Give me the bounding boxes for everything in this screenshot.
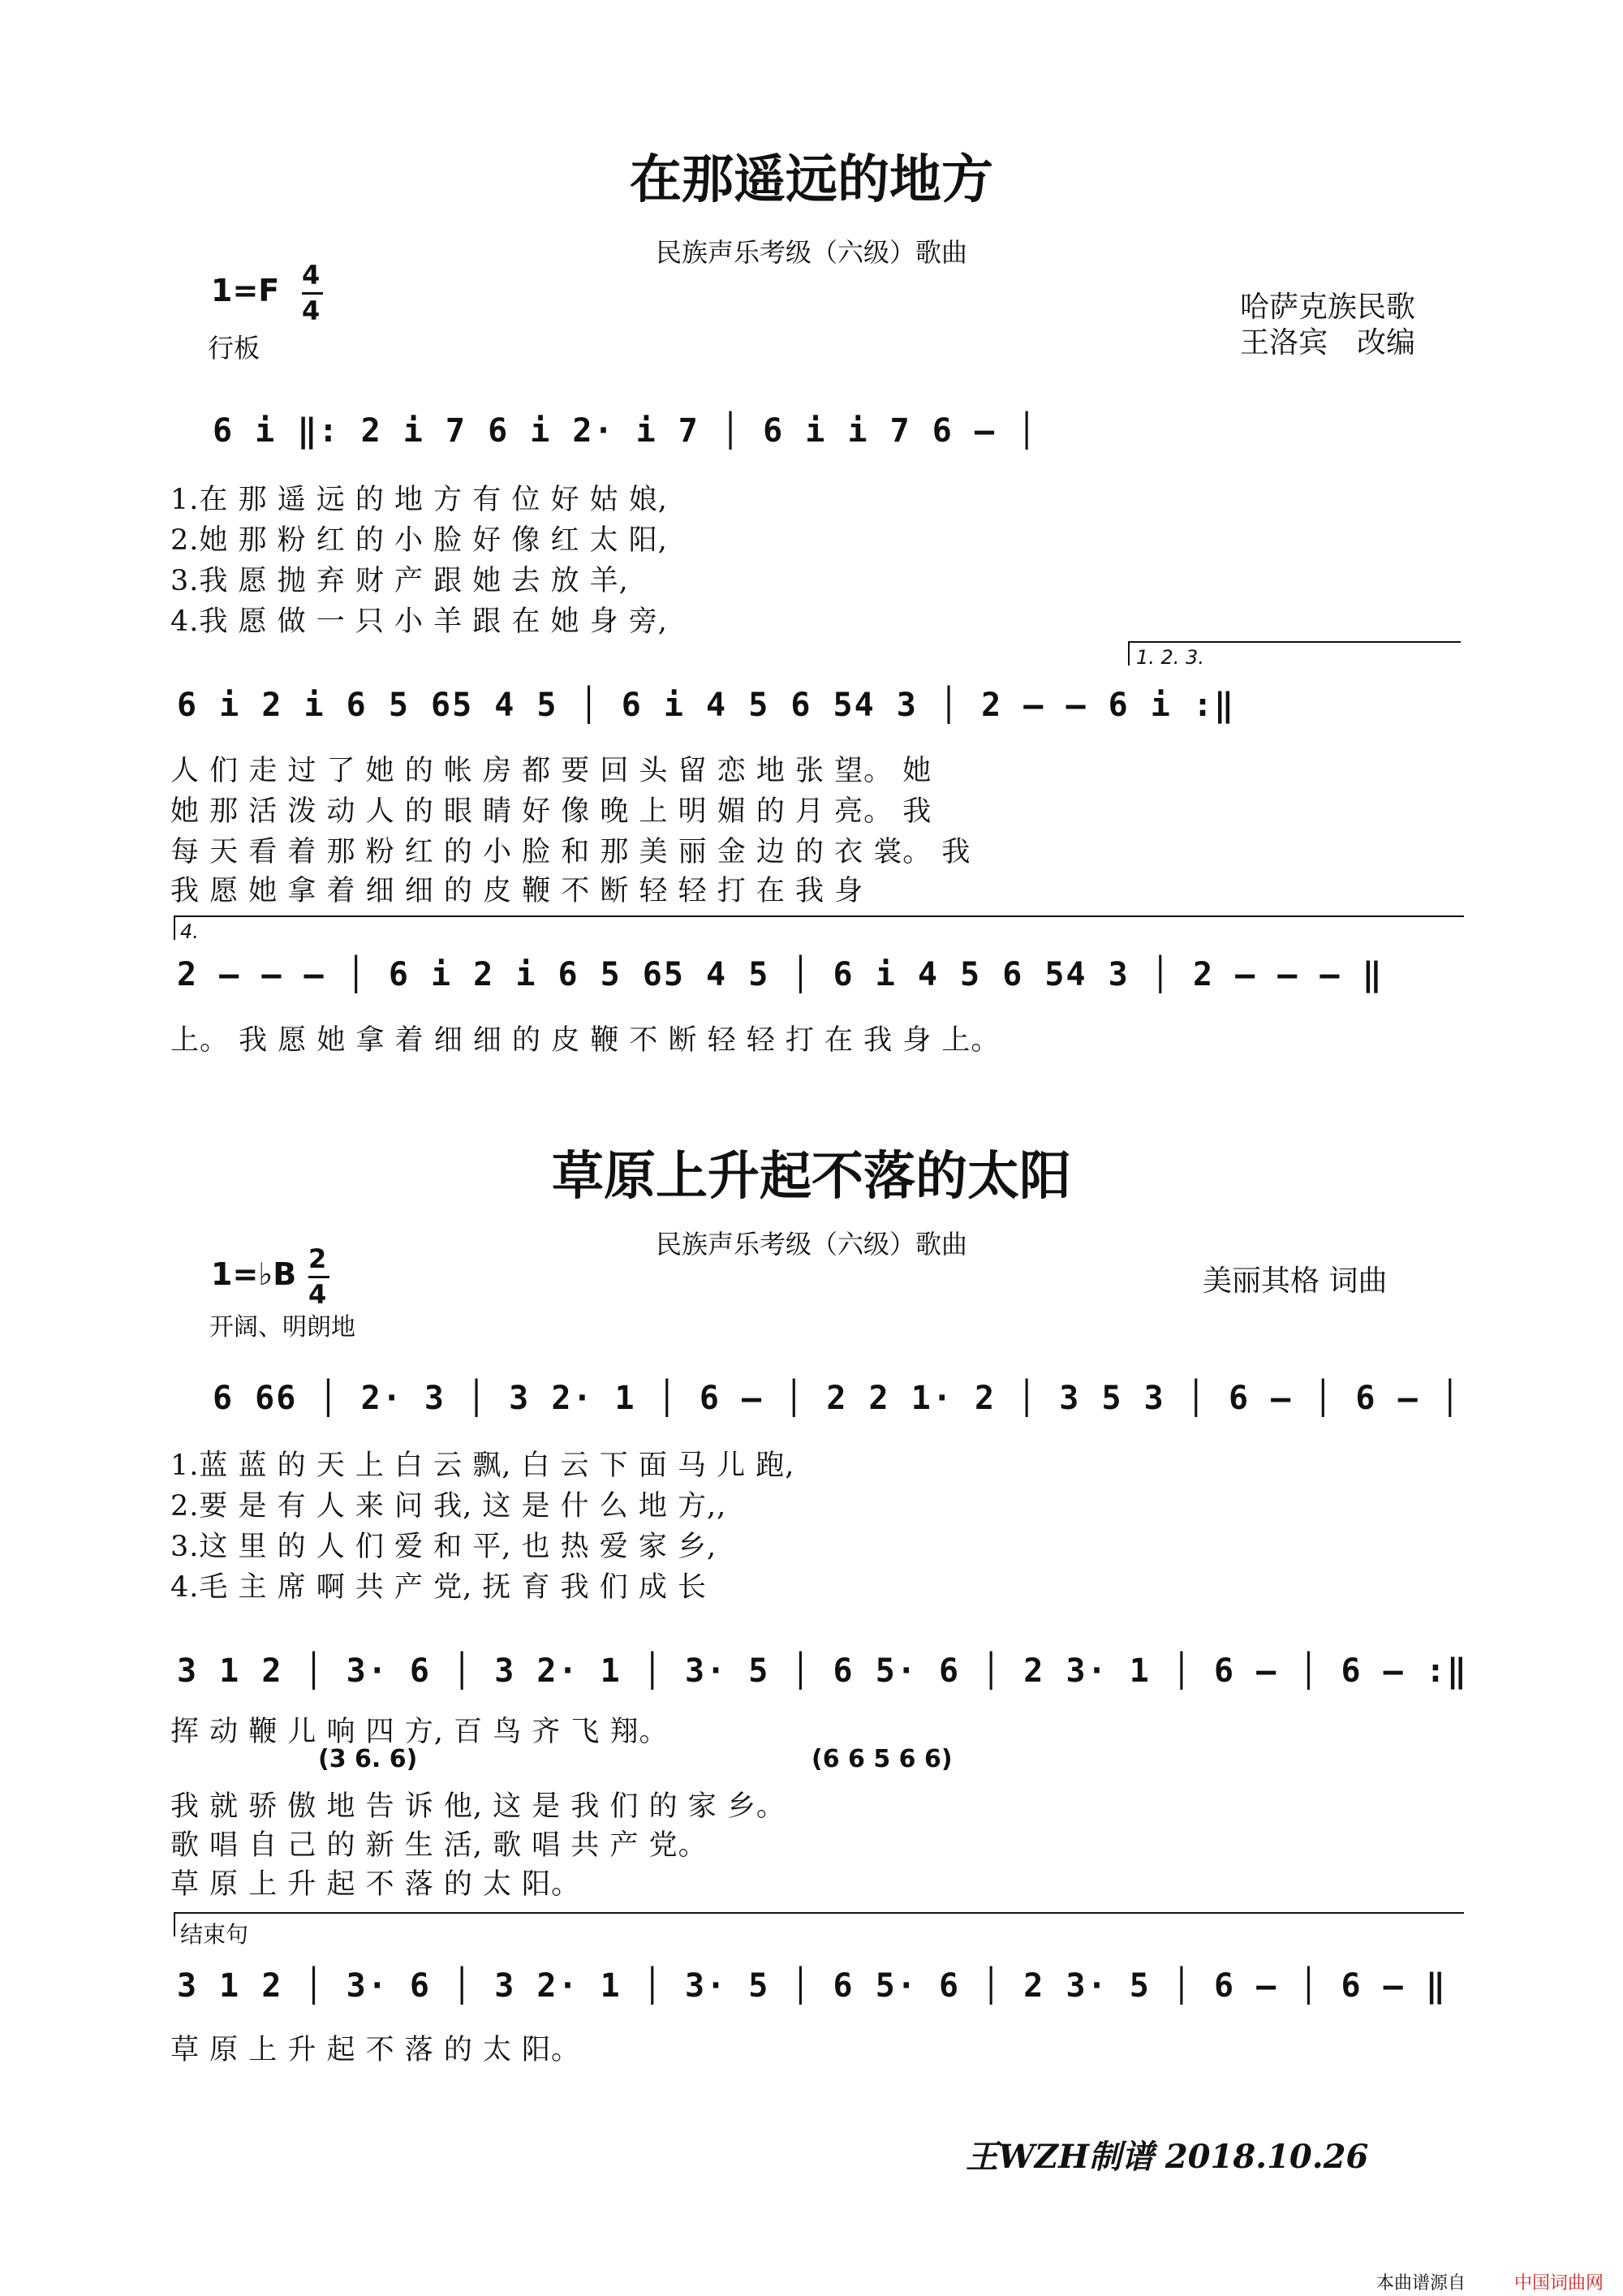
song2-notation-row-2: 3 1 2 │ 3· 6 │ 3 2· 1 │ 3· 5 │ 6 5· 6 │ 2 3· 1 │ 6 – │ 6 – :‖ bbox=[177, 1652, 1469, 1690]
footer-source-text: 本曲谱源自 bbox=[1376, 2273, 1466, 2294]
song2-lyric-3: 草 原 上 升 起 不 落 的 太 阳。 bbox=[170, 2034, 581, 2066]
volta-label-2: 4. bbox=[180, 920, 199, 943]
song2-lyric-1-3: 3.这 里 的 人 们 爱 和 平, 也 热 爱 家 乡, bbox=[170, 1531, 717, 1563]
footer-brand-link[interactable]: 中国词曲网 bbox=[1514, 2273, 1604, 2294]
volta-bracket-2 bbox=[174, 915, 1464, 917]
song1-subtitle: 民族声乐考级（六级）歌曲 bbox=[655, 237, 967, 268]
song1-credit-2: 王洛宾 改编 bbox=[1240, 326, 1416, 360]
song2-alt-notes-2: (6 6 5 6 6) bbox=[812, 1745, 953, 1773]
song1-lyric-3: 上。 我 愿 她 拿 着 细 细 的 皮 鞭 不 断 轻 轻 打 在 我 身 上。 bbox=[170, 1024, 1001, 1057]
song1-notation-row-1: 6 i ‖: 2 i 7 6 i 2· i 7 │ 6 i i 7 6 – │ bbox=[213, 412, 1039, 450]
song2-alt-notes-1: (3 6. 6) bbox=[318, 1745, 418, 1773]
song2-lyric-2-3: 歌 唱 自 己 的 新 生 活, 歌 唱 共 产 党。 bbox=[170, 1829, 708, 1862]
song1-lyric-1-3: 3.我 愿 抛 弃 财 产 跟 她 去 放 羊, bbox=[170, 565, 629, 597]
song2-tempo: 开阔、明朗地 bbox=[209, 1313, 355, 1342]
song2-notation-row-3: 3 1 2 │ 3· 6 │ 3 2· 1 │ 3· 5 │ 6 5· 6 │ 2 3· 5 │ 6 – │ 6 – ‖ bbox=[177, 1967, 1447, 2005]
song2-lyric-2-4: 草 原 上 升 起 不 落 的 太 阳。 bbox=[170, 1868, 581, 1901]
time-signature-line bbox=[302, 292, 323, 295]
signature: 王WZH制谱 2018.10.26 bbox=[966, 2138, 1369, 2176]
song2-time-top: 2 bbox=[308, 1243, 327, 1274]
song1-title: 在那遥远的地方 bbox=[630, 149, 993, 210]
song1-time-top: 4 bbox=[302, 260, 321, 291]
song2-notation-row-1: 6 66 │ 2· 3 │ 3 2· 1 │ 6 – │ 2 2 1· 2 │ 3 5 3 │ 6 – │ 6 – │ bbox=[213, 1380, 1462, 1417]
song2-lyric-1-2: 2.要 是 有 人 来 问 我, 这 是 什 么 地 方,, bbox=[170, 1490, 727, 1523]
song2-lyric-1-4: 4.毛 主 席 啊 共 产 党, 抚 育 我 们 成 长 bbox=[170, 1571, 708, 1604]
song1-lyric-2-4: 我 愿 她 拿 着 细 细 的 皮 鞭 不 断 轻 轻 打 在 我 身 bbox=[170, 875, 864, 907]
song1-notation-row-2: 6 i 2 i 6 5 65 4 5 │ 6 i 4 5 6 54 3 │ 2 – – 6 i :‖ bbox=[177, 687, 1236, 724]
song2-time-bottom: 4 bbox=[308, 1279, 327, 1310]
song2-credit: 美丽其格 词曲 bbox=[1203, 1264, 1388, 1298]
song1-lyric-2-2: 她 那 活 泼 动 人 的 眼 睛 好 像 晚 上 明 媚 的 月 亮。 我 bbox=[170, 795, 932, 828]
song2-subtitle: 民族声乐考级（六级）歌曲 bbox=[655, 1229, 967, 1260]
song1-notation-row-3: 2 – – – │ 6 i 2 i 6 5 65 4 5 │ 6 i 4 5 6 54 3 │ 2 – – – ‖ bbox=[177, 956, 1384, 993]
song1-lyric-2-3: 每 天 看 着 那 粉 红 的 小 脸 和 那 美 丽 金 边 的 衣 裳。 我 bbox=[170, 836, 971, 868]
song1-lyric-1-4: 4.我 愿 做 一 只 小 羊 跟 在 她 身 旁, bbox=[170, 605, 668, 638]
ending-bracket bbox=[174, 1912, 1464, 1914]
song1-tempo: 行板 bbox=[208, 333, 260, 364]
volta-bracket-2-left bbox=[174, 915, 175, 940]
song1-time-bottom: 4 bbox=[302, 295, 321, 326]
time-signature-line-2 bbox=[308, 1276, 329, 1278]
song2-title: 草原上升起不落的太阳 bbox=[552, 1146, 1071, 1207]
volta-bracket-1 bbox=[1128, 641, 1461, 643]
song1-lyric-1-2: 2.她 那 粉 红 的 小 脸 好 像 红 太 阳, bbox=[170, 524, 668, 557]
song1-lyric-1-1: 1.在 那 遥 远 的 地 方 有 位 好 姑 娘, bbox=[170, 484, 668, 516]
ending-bracket-left bbox=[174, 1912, 175, 1936]
song2-lyric-2-1: 挥 动 鞭 儿 响 四 方, 百 鸟 齐 飞 翔。 bbox=[170, 1716, 669, 1748]
song1-key: 1=F bbox=[211, 273, 280, 308]
song1-lyric-2-1: 人 们 走 过 了 她 的 帐 房 都 要 回 头 留 恋 地 张 望。 她 bbox=[170, 755, 932, 787]
volta-label-1: 1. 2. 3. bbox=[1136, 646, 1204, 669]
song2-key: 1=♭B bbox=[211, 1256, 297, 1292]
song2-lyric-1-1: 1.蓝 蓝 的 天 上 白 云 飘, 白 云 下 面 马 儿 跑, bbox=[170, 1450, 795, 1482]
song2-lyric-2-2: 我 就 骄 傲 地 告 诉 他, 这 是 我 们 的 家 乡。 bbox=[170, 1790, 786, 1823]
volta-bracket-1-left bbox=[1128, 641, 1130, 666]
song1-credit-1: 哈萨克族民歌 bbox=[1240, 291, 1416, 324]
ending-label: 结束句 bbox=[180, 1921, 249, 1948]
